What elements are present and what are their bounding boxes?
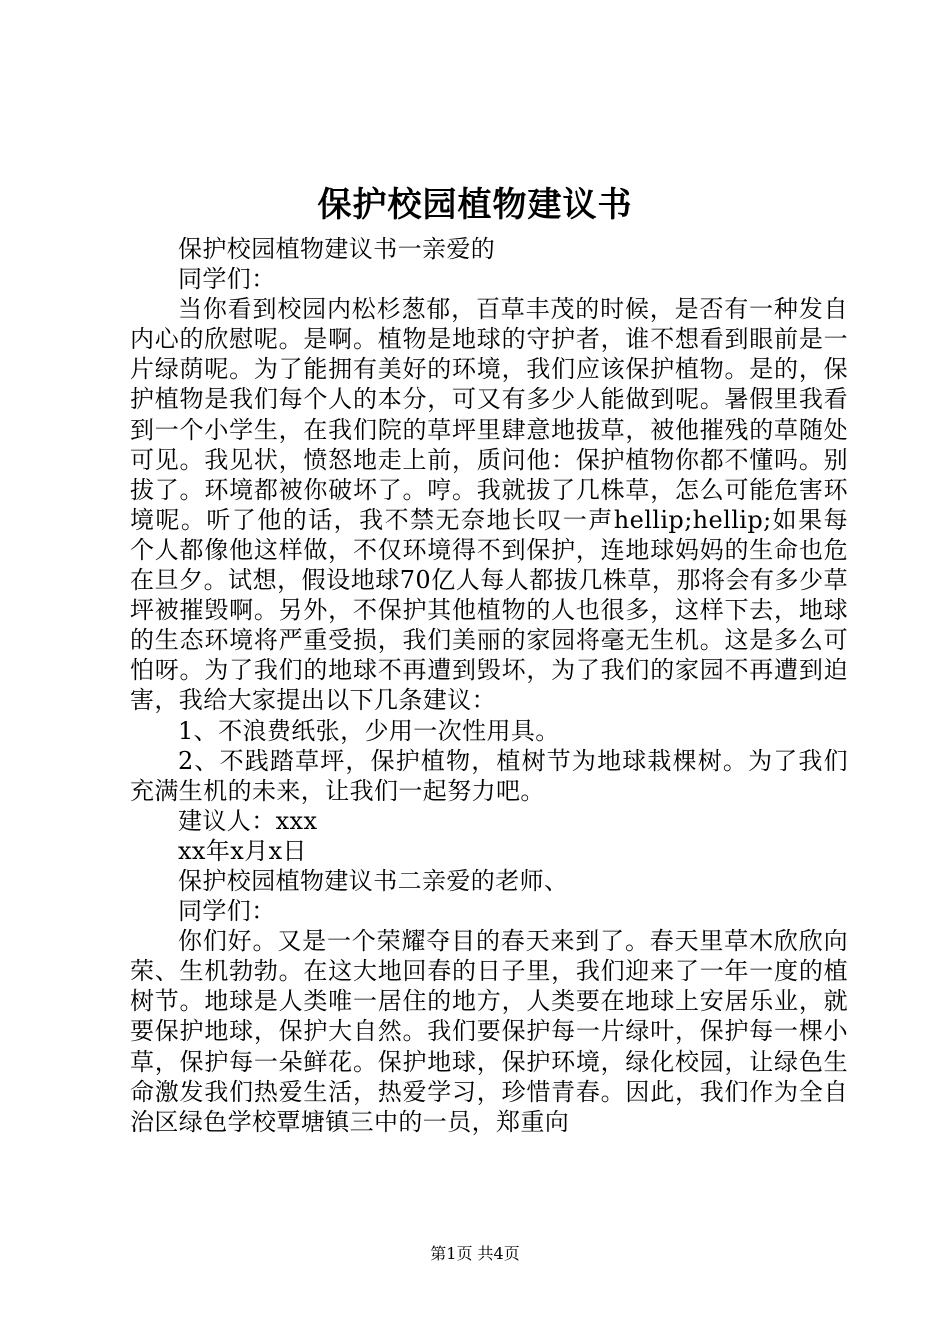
page-footer: 第1页 共4页 <box>430 1244 520 1263</box>
document-title: 保护校园植物建议书 <box>317 185 633 225</box>
paragraph: 同学们： <box>178 265 276 294</box>
paragraph: xx年x月x日 <box>178 836 307 865</box>
paragraph: 1、不浪费纸张，少用一次性用具。 <box>178 716 560 745</box>
paragraph: 保护校园植物建议书一亲爱的 <box>178 235 496 263</box>
paragraph: 当你看到校园内松杉葱郁，百草丰茂的时候，是否有一种发自内心的欣慰呢。是啊。植物是地球的守护者，谁不想看到眼前是一片绿荫呢。为了能拥有美好的环境，我们应该保护植物。是的，保护植物是我们每个人的本分，可又有多少人能做到呢。暑假里我看到一个小学生，在我们院的草坪里肆意地拔草，被他摧残的草随处可见。我见状，愤怒地走上前，质问他：保护植物你都不懂吗。别拔了。环境都被你破坏了。哼。我就拔了几株草，怎么可能危害环境呢。听了他的话，我不禁无奈地长叹一声hellip;hellip;如果每个人都像他这样做，不仅环境得不到保护，连地球妈妈的生命也危在旦夕。试想，假设地球70亿人每人都拔几株草，那将会有多少草坪被摧毁啊。另外，不保护其他植物的人也很多，这样下去，地球的生态环境将严重受损，我们美丽的家园将毫无生机。这是多么可怕呀。为了我们的地球不再遭到毁坏，为了我们的家园不再遭到迫害，我给大家提出以下几条建议： <box>130 295 848 715</box>
document-body <box>130 234 848 1137</box>
paragraph: 建议人：xxx <box>178 806 318 835</box>
paragraph: 你们好。又是一个荣耀夺目的春天来到了。春天里草木欣欣向荣、生机勃勃。在这大地回春的日子里，我们迎来了一年一度的植树节。地球是人类唯一居住的地方，人类要在地球上安居乐业，就要保护地球，保护大自然。我们要保护每一片绿叶，保护每一棵小草，保护每一朵鲜花。保护地球，保护环境，绿化校园，让绿色生命激发我们热爱生活，热爱学习，珍惜青春。因此，我们作为全自治区绿色学校覃塘镇三中的一员，郑重向 <box>130 927 848 1136</box>
paragraph: 同学们： <box>178 897 276 926</box>
paragraph: 2、不践踏草坪，保护植物，植树节为地球栽棵树。为了我们充满生机的未来，让我们一起努力吧。 <box>130 746 848 805</box>
paragraph: 保护校园植物建议书二亲爱的老师、 <box>178 866 569 895</box>
